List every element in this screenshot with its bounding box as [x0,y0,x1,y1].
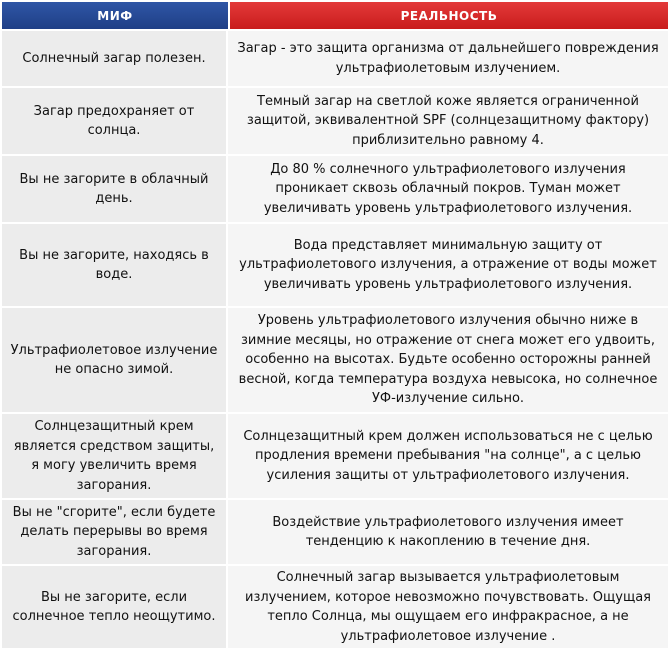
header-reality: РЕАЛЬНОСТЬ [230,2,668,29]
myth-cell: Солнечный загар полезен. [2,31,228,86]
reality-cell: Загар - это защита организма от дальнейшего повреждения ультрафиолетовым излучением. [228,31,668,86]
myth-cell: Загар предохраняет от солнца. [2,88,228,154]
myth-reality-table [2,2,668,648]
table-row [2,306,668,412]
myth-cell: Вы не "сгорите", если будете делать перерывы во время загорания. [2,500,228,564]
table-row [2,86,668,154]
table-row [2,564,668,648]
reality-cell: До 80 % солнечного ультрафиолетового излучения проникает сквозь облачный покров. Туман может увеличивать уровень ультрафиолетового излучения. [228,156,668,222]
myth-cell: Вы не загорите в облачный день. [2,156,228,222]
table-row [2,498,668,564]
table-header [2,2,668,29]
myth-cell: Вы не загорите, находясь в воде. [2,224,228,306]
myth-cell: Солнцезащитный крем является средством защиты, я могу увеличить время загорания. [2,414,228,498]
reality-cell: Воздействие ультрафиолетового излучения имеет тенденцию к накоплению в течение дня. [228,500,668,564]
reality-cell: Уровень ультрафиолетового излучения обычно ниже в зимние месяцы, но отражение от снега может его удвоить, особенно на высотах. Будьте особенно осторожны ранней весной, когда температура воздуха невысока, но солнечное УФ-излучение сильно. [228,308,668,412]
table-row [2,222,668,306]
myth-cell: Вы не загорите, если солнечное тепло неощутимо. [2,566,228,648]
header-myth: МИФ [2,2,230,29]
reality-cell: Вода представляет минимальную защиту от ультрафиолетового излучения, а отражение от воды может увеличивать уровень ультрафиолетового излучения. [228,224,668,306]
table-row [2,154,668,222]
table-row [2,412,668,498]
myth-cell: Ультрафиолетовое излучение не опасно зимой. [2,308,228,412]
reality-cell: Темный загар на светлой коже является ограниченной защитой, эквивалентной SPF (солнцезащитному фактору) приблизительно равному 4. [228,88,668,154]
reality-cell: Солнцезащитный крем должен использоваться не с целью продления времени пребывания "на солнце", а с целью усиления защиты от ультрафиолетового излучения. [228,414,668,498]
reality-cell: Солнечный загар вызывается ультрафиолетовым излучением, которое невозможно почувствовать. Ощущая тепло Солнца, мы ощущаем его инфракрасное, а не ультрафиолетовое излучение . [228,566,668,648]
table-row [2,29,668,86]
